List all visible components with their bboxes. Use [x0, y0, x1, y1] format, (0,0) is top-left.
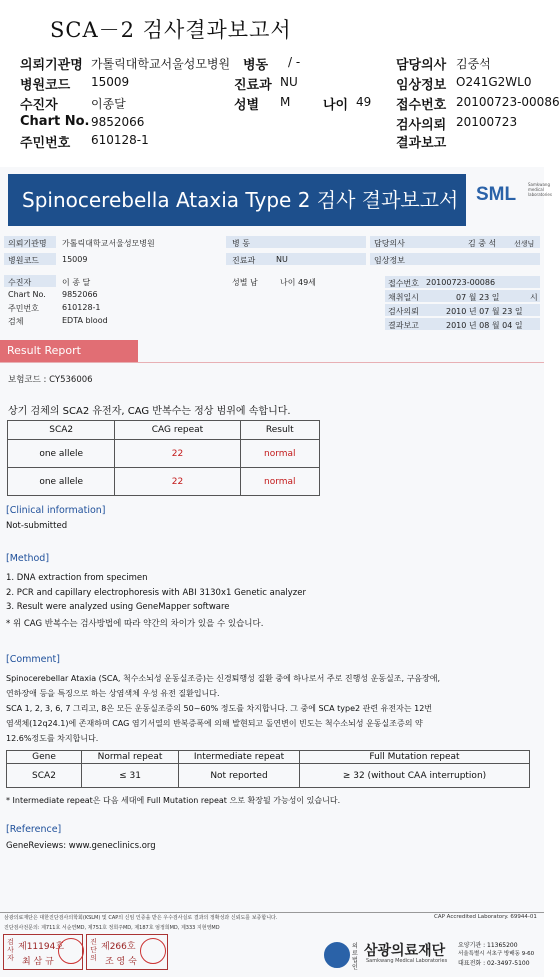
value: 15009	[91, 75, 130, 89]
table-cell: Not reported	[179, 764, 300, 788]
label: 진료과	[234, 78, 272, 93]
seal-icon	[58, 938, 84, 964]
label: 나이	[323, 98, 349, 113]
info-label: 담당의사	[374, 239, 405, 248]
logo-subtext: Samkwang medical laboratories	[528, 182, 552, 197]
table-header-row	[7, 751, 530, 764]
info-label: 접수번호	[388, 279, 419, 288]
info-label: 성별 남	[232, 278, 258, 287]
report-title: SCA－2 검사결과보고서	[50, 18, 292, 42]
label: 담당의사	[396, 58, 447, 73]
info-label: 검사의뢰	[388, 307, 419, 316]
stamp-label: 진단의	[90, 938, 97, 962]
label: 주민번호	[20, 136, 71, 151]
comment-note: * Intermediate repeat은 다음 세대에 Full Mutation repeat 으로 확장될 가능성이 있습니다.	[6, 796, 341, 805]
info-value: 선생님	[514, 240, 535, 248]
label: 결과보고	[396, 136, 447, 151]
info-label: 채취일시	[388, 293, 419, 302]
info-value: 김 중 석	[468, 239, 497, 248]
table-cell: one allele	[8, 440, 115, 468]
value: NU	[280, 75, 298, 89]
value: 20100723	[456, 115, 518, 129]
comment-line: SCA 1, 2, 3, 6, 7 그리고, 8은 모든 운동실조증의 50~60% 정도를 차지합니다. 그 중에 SCA type2 관련 유전자는 12번	[6, 704, 433, 713]
stamp-name: 조 영 숙	[105, 957, 137, 967]
contact-line: 대표전화 : 02-3497-5100	[458, 960, 530, 967]
divider	[0, 912, 544, 913]
comment-line: 연하장애 등을 특징으로 하는 상염색체 우성 유전 질환입니다.	[6, 689, 220, 698]
sml-logo	[470, 178, 552, 222]
method-heading: [Method]	[6, 553, 50, 564]
value: 9852066	[91, 115, 145, 129]
stamp-number: 제266호	[101, 942, 136, 952]
table-header: Gene	[7, 751, 82, 764]
sml-emblem-icon	[324, 942, 350, 968]
value: M	[280, 95, 291, 109]
table-cell: 22	[115, 440, 240, 468]
divider	[0, 362, 544, 363]
label: 임상정보	[396, 78, 447, 93]
table-cell: ≥ 32 (without CAA interruption)	[300, 764, 530, 788]
info-value: 2010 년 08 월 04 일	[446, 321, 523, 330]
footer-text: 삼광의료재단은 대한진단검사의학회(KSLM) 및 CAP의 신임 인증을 받은 우수검사실로 결과의 정확성과 신뢰도를 보증합니다.	[4, 915, 278, 921]
result-summary: 상기 검체의 SCA2 유전자, CAG 반복수는 정상 범위에 속합니다.	[8, 406, 291, 417]
clinical-text: Not-submitted	[6, 521, 68, 531]
label: 수진자	[20, 98, 58, 113]
info-value: 가톨릭대학교서울성모병원	[62, 239, 155, 248]
report-banner: Spinocerebella Ataxia Type 2 검사 결과보고서	[8, 174, 466, 226]
comment-line: 염색체(12q24.1)에 존재하며 CAG 염기서열의 반복증폭에 의해 발현되고 돌연변이 빈도는 척수소뇌성 운동실조증의 약	[6, 719, 423, 728]
info-label: 검체	[8, 317, 24, 326]
reference-text: GeneReviews: www.geneclinics.org	[6, 841, 156, 851]
table-header: Result	[240, 421, 319, 440]
table-cell: normal	[240, 440, 319, 468]
scanned-report	[0, 167, 552, 977]
info-value: 시	[530, 293, 538, 302]
info-value: 9852066	[62, 290, 98, 299]
org-name: 삼광의료재단	[364, 943, 446, 959]
info-label: 병원코드	[8, 256, 39, 265]
info-value: 610128-1	[62, 303, 101, 312]
value: 이종달	[91, 97, 126, 111]
value: 49	[356, 95, 372, 109]
table-header: CAG repeat	[115, 421, 240, 440]
stamp-number: 제11194호	[18, 942, 65, 952]
table-cell: one allele	[8, 468, 115, 496]
info-label: 병 동	[232, 239, 250, 248]
info-value: 이 종 달	[62, 278, 91, 287]
org-name-en: Samkwang Medical Laboratories	[366, 958, 448, 964]
info-value: EDTA blood	[62, 316, 108, 325]
table-header: Full Mutation repeat	[300, 751, 530, 764]
info-value: 20100723-00086	[426, 278, 496, 287]
label: 병원코드	[20, 78, 71, 93]
info-label: 결과보고	[388, 321, 419, 330]
comment-line: Spinocerebellar Ataxia (SCA, 척수소뇌성 운동실조증)는 신경퇴행성 질환 중에 하나로서 주로 진행성 운동실조, 구음장애,	[6, 674, 441, 683]
table-row	[8, 468, 320, 496]
contact-line: 요양기관 : 11365200	[458, 942, 518, 949]
comment-heading: [Comment]	[6, 654, 60, 665]
table-row	[7, 764, 530, 788]
info-label: 수진자	[8, 278, 32, 287]
result-table	[7, 420, 320, 496]
label: 성별	[234, 98, 260, 113]
value: 610128-1	[91, 133, 149, 147]
seal-icon	[140, 938, 166, 964]
info-label: 진료과	[232, 256, 256, 265]
table-cell: ≤ 31	[82, 764, 179, 788]
table-cell: SCA2	[7, 764, 82, 788]
table-header-row	[8, 421, 320, 440]
stamp-name: 최 삼 규	[22, 957, 54, 967]
method-line: * 위 CAG 반복수는 검사방법에 따라 약간의 차이가 있을 수 있습니다.	[6, 619, 264, 629]
table-cell: 22	[115, 468, 240, 496]
value: 20100723-00086	[456, 95, 560, 109]
info-value: 15009	[62, 255, 88, 264]
label: Chart No.	[20, 114, 90, 129]
stamp-label: 검사자	[7, 938, 14, 962]
table-header: Normal repeat	[82, 751, 179, 764]
method-line: 2. PCR and capillary electrophoresis with ABI 3130x1 Genetic analyzer	[6, 588, 306, 598]
value: 가톨릭대학교서울성모병원	[91, 57, 231, 71]
method-line: 1. DNA extraction from specimen	[6, 573, 148, 583]
label: 의뢰기관명	[20, 58, 83, 73]
table-header: Intermediate repeat	[179, 751, 300, 764]
info-value: 2010 년 07 월 23 일	[446, 307, 523, 316]
info-value: 07 월 23 일	[456, 293, 500, 302]
info-value: NU	[276, 255, 288, 264]
table-header: SCA2	[8, 421, 115, 440]
insurance-code: 보험코드 : CY536006	[8, 375, 93, 385]
reference-heading: [Reference]	[6, 824, 62, 835]
value: O241G2WL0	[456, 75, 532, 89]
value: / -	[288, 55, 301, 69]
method-line: 3. Result were analyzed using GeneMapper software	[6, 602, 230, 612]
label: 병동	[243, 58, 269, 73]
label: 검사의뢰	[396, 118, 447, 133]
table-row	[8, 440, 320, 468]
repeat-table	[6, 750, 530, 788]
logo-text: SML	[476, 184, 517, 205]
info-label: 임상정보	[374, 256, 405, 265]
label: 접수번호	[396, 98, 447, 113]
info-label: 주민번호	[8, 304, 39, 313]
info-label: 의뢰기관명	[8, 239, 47, 248]
clinical-heading: [Clinical information]	[6, 505, 106, 516]
contact-line: 서울특별시 서초구 방배동 9-60	[458, 951, 535, 957]
corp-label: 의료법인	[352, 943, 358, 971]
comment-line: 12.6%정도를 차지합니다.	[6, 734, 99, 743]
footer-text: 진단검사전문의: 제711호 서순연MD, 제751호 정희주MD, 제187호 엄정희MD, 제333 지현영MD	[4, 925, 220, 931]
table-cell: normal	[240, 468, 319, 496]
value: 김중석	[456, 57, 491, 71]
info-value: 나이 49세	[280, 278, 316, 287]
cap-accreditation: CAP Accredited Laboratory. 69944-01	[434, 914, 537, 920]
info-label: Chart No.	[8, 290, 46, 299]
result-report-heading: Result Report	[0, 340, 138, 362]
